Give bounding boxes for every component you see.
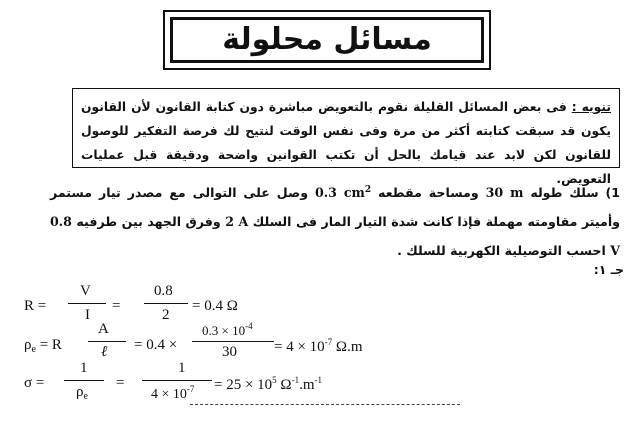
eq2-numerator-2-base: 0.3 × 10: [202, 323, 246, 338]
eq2-rho-subscript: e: [31, 344, 36, 355]
eq2-result-unit: Ω.m: [332, 339, 363, 355]
current-unit: A: [238, 214, 249, 230]
eq3-equals: =: [116, 375, 125, 391]
eq2-rho: ρ: [24, 337, 32, 353]
area-unit: cm: [343, 185, 365, 201]
title-box: [163, 10, 491, 70]
problem-text-part4: وفرق الجهد بين طرفيه: [76, 214, 221, 230]
eq1-equals: =: [112, 298, 121, 314]
eq2-denominator-2: 30: [222, 344, 237, 360]
eq2-middle: = 0.4 ×: [134, 337, 178, 353]
eq3-denominator-1: [76, 384, 88, 402]
eq3-denominator-2-exponent: -7: [186, 384, 195, 394]
eq2-result: [274, 337, 363, 356]
eq1-numerator-2: 0.8: [154, 283, 173, 299]
area-exponent: 2: [364, 185, 372, 195]
voltage-unit: V: [610, 243, 620, 259]
eq1-result: = 0.4 Ω: [192, 298, 238, 314]
eq3-result-unit-a: Ω: [276, 377, 292, 393]
eq1-denominator-2: 2: [162, 307, 170, 323]
eq2-fraction-bar-1: [88, 341, 126, 342]
eq2-numerator-1: A: [98, 321, 109, 337]
length-value: 30: [485, 185, 504, 201]
eq2-denominator-1: ℓ: [101, 344, 108, 360]
current-value: 2: [225, 214, 234, 230]
area-value: 0.3: [314, 185, 337, 201]
current-quantity: [225, 214, 248, 229]
eq3-fraction-bar-2: [142, 380, 212, 381]
eq3-result-unit-b-exponent: -1: [314, 375, 322, 385]
eq3-result-unit-b: .m: [299, 377, 315, 393]
eq3-rho: ρ: [76, 384, 84, 400]
eq2-result-exponent: -7: [324, 337, 333, 347]
problem-text-part5: احسب التوصيلية الكهربية للسلك .: [397, 243, 606, 259]
eq3-result-unit-a-exponent: -1: [291, 375, 300, 385]
eq2-lhs-rest: = R: [39, 337, 62, 353]
problem-text-part2: ومساحة مقطعه: [378, 185, 479, 201]
page-title: مسائل محلولة: [222, 22, 432, 57]
answer-label: جـ ١:: [593, 262, 624, 277]
area-quantity: [315, 185, 371, 200]
length-quantity: [486, 185, 524, 200]
eq3-result-exponent: 5: [272, 375, 277, 385]
eq2-result-base: = 4 × 10: [274, 339, 325, 355]
voltage-value: 0.8: [50, 214, 72, 230]
eq1-numerator-1: V: [80, 283, 91, 299]
eq3-denominator-2-base: 4 × 10: [151, 387, 187, 402]
problem-statement: [50, 176, 620, 265]
problem-text-part3: وصل على التوالى مع مصدر تيار مستمر وأميتر مقاومته مهملة فإذا كانت شدة التيار المار فى السلك: [50, 185, 621, 230]
eq2-fraction-bar-2: [192, 341, 274, 342]
eq1-lhs: R =: [24, 298, 47, 314]
eq2-numerator-2: [202, 321, 253, 339]
eq2-lhs: [24, 337, 62, 355]
eq1-denominator-1: I: [85, 307, 90, 323]
eq3-lhs: σ =: [24, 375, 45, 391]
eq3-numerator-1: 1: [80, 360, 88, 376]
problem-number: 1): [605, 185, 621, 201]
eq1-fraction-bar-1: [68, 303, 106, 304]
eq1-fraction-bar-2: [144, 303, 188, 304]
eq3-fraction-bar-1: [64, 380, 104, 381]
length-unit: m: [510, 185, 524, 201]
eq3-denominator-2: [151, 384, 194, 403]
problem-text-part1: سلك طوله: [530, 185, 599, 201]
eq3-numerator-2: 1: [178, 360, 186, 376]
note-label: تنويه :: [571, 100, 611, 114]
separator-dashes: [190, 404, 460, 405]
note-text: فى بعض المسائل القليلة نقوم بالتعويض مباشرة دون كتابة القانون لأن القانون يكون قد سبقت كتابته أكثر من مرة وفى نفس الوقت لنتيح لك فرصة التفكير للوصول للقانون لكن لابد عند قيامك بالحل أن تكتب القوانين واضحة ودقيقة قبل عمليات التعويض.: [81, 100, 611, 186]
eq3-rho-subscript: e: [83, 391, 88, 402]
note-box: [72, 88, 620, 186]
eq3-result: [214, 375, 322, 394]
eq3-result-base: = 25 × 10: [214, 377, 273, 393]
title-inner-frame: [170, 17, 484, 63]
eq2-numerator-2-exponent: -4: [245, 321, 253, 331]
